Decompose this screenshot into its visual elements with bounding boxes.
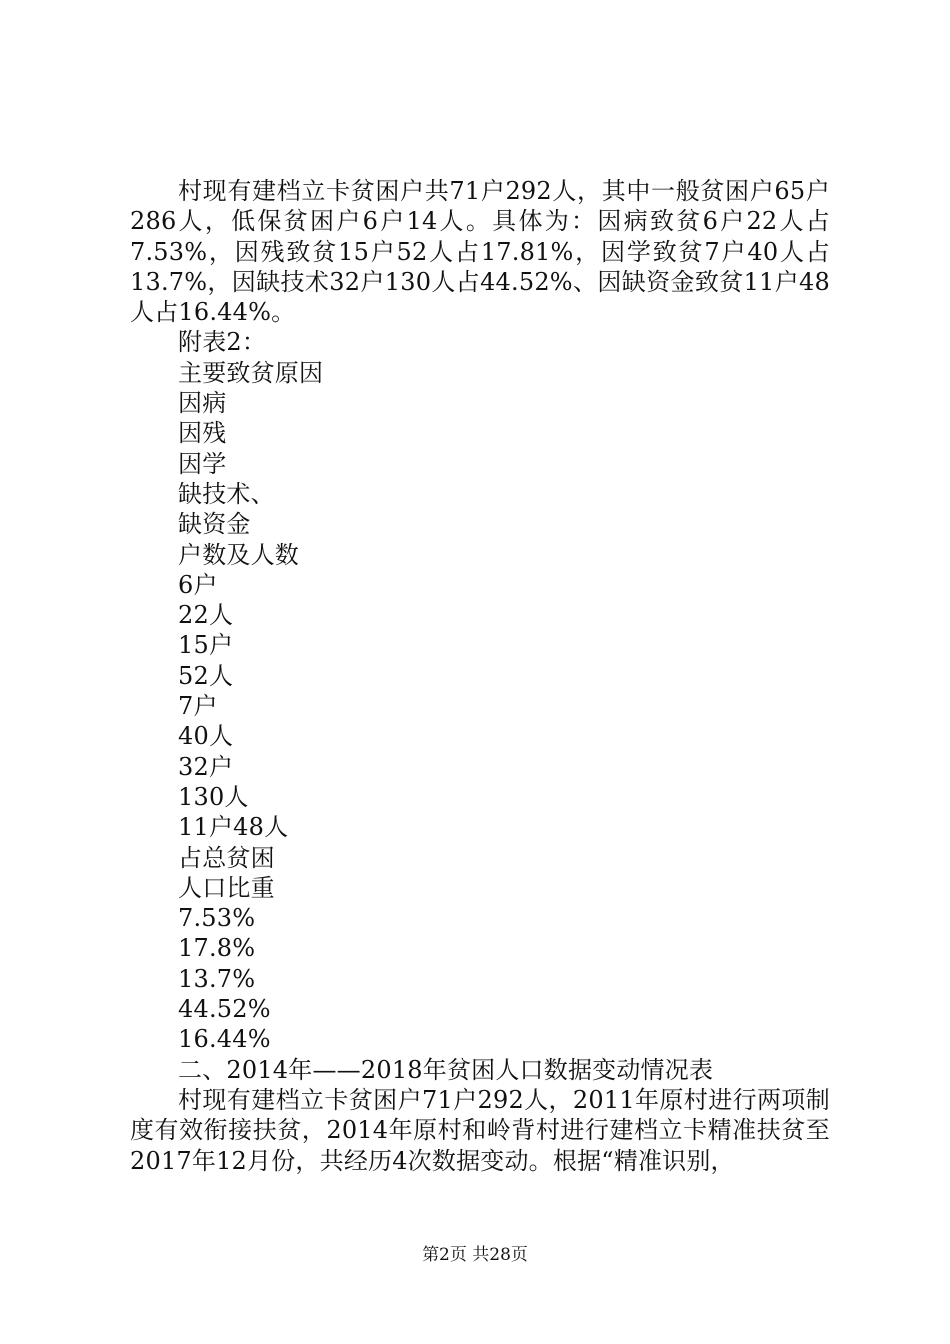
- table-line: 22人: [178, 601, 234, 630]
- table-title: 附表2：: [178, 328, 267, 357]
- table-line: 人口比重: [178, 873, 275, 902]
- table-line: 缺资金: [178, 510, 251, 539]
- table-line: 130人: [178, 782, 249, 811]
- table-line: 7户: [178, 692, 218, 721]
- table-line: 缺技术、: [178, 479, 275, 508]
- table-line: 占总贫困: [178, 843, 275, 872]
- table-line: 因病: [178, 389, 227, 418]
- table-line: 因学: [178, 449, 227, 478]
- document-body: [130, 176, 830, 1176]
- page-footer: 第2页 共28页: [422, 1245, 528, 1265]
- table-line: 15户: [178, 631, 234, 660]
- table-lines: [130, 358, 830, 1055]
- table-line: 32户: [178, 752, 234, 781]
- table-line: 11户48人: [178, 813, 289, 842]
- table-line: 13.7%: [178, 964, 256, 993]
- table-line: 户数及人数: [178, 540, 299, 569]
- table-line: 17.8%: [178, 934, 256, 963]
- table-line: 16.44%: [178, 1025, 271, 1054]
- table-line: 40人: [178, 722, 234, 751]
- intro-paragraph: 村现有建档立卡贫困户共71户292人，其中一般贫困户65户286人，低保贫困户6户14人。具体为：因病致贫6户22人占7.53%，因残致贫15户52人占17.81%，因学致贫7户40人占13.7%，因缺技术32户130人占44.52%、因缺资金致贫11户48人占16.44%。: [130, 177, 830, 327]
- table-line: 因残: [178, 419, 227, 448]
- table-line: 52人: [178, 661, 234, 690]
- section-heading: 二、2014年——2018年贫困人口数据变动情况表: [178, 1055, 714, 1084]
- table-line: 6户: [178, 570, 218, 599]
- closing-paragraph: 村现有建档立卡贫困户71户292人，2011年原村进行两项制度有效衔接扶贫，2014年原村和岭背村进行建档立卡精准扶贫至2017年12月份，共经历4次数据变动。根据“精准识别，: [130, 1085, 830, 1175]
- table-line: 44.52%: [178, 995, 271, 1024]
- table-line: 7.53%: [178, 904, 256, 933]
- table-line: 主要致贫原因: [178, 358, 324, 387]
